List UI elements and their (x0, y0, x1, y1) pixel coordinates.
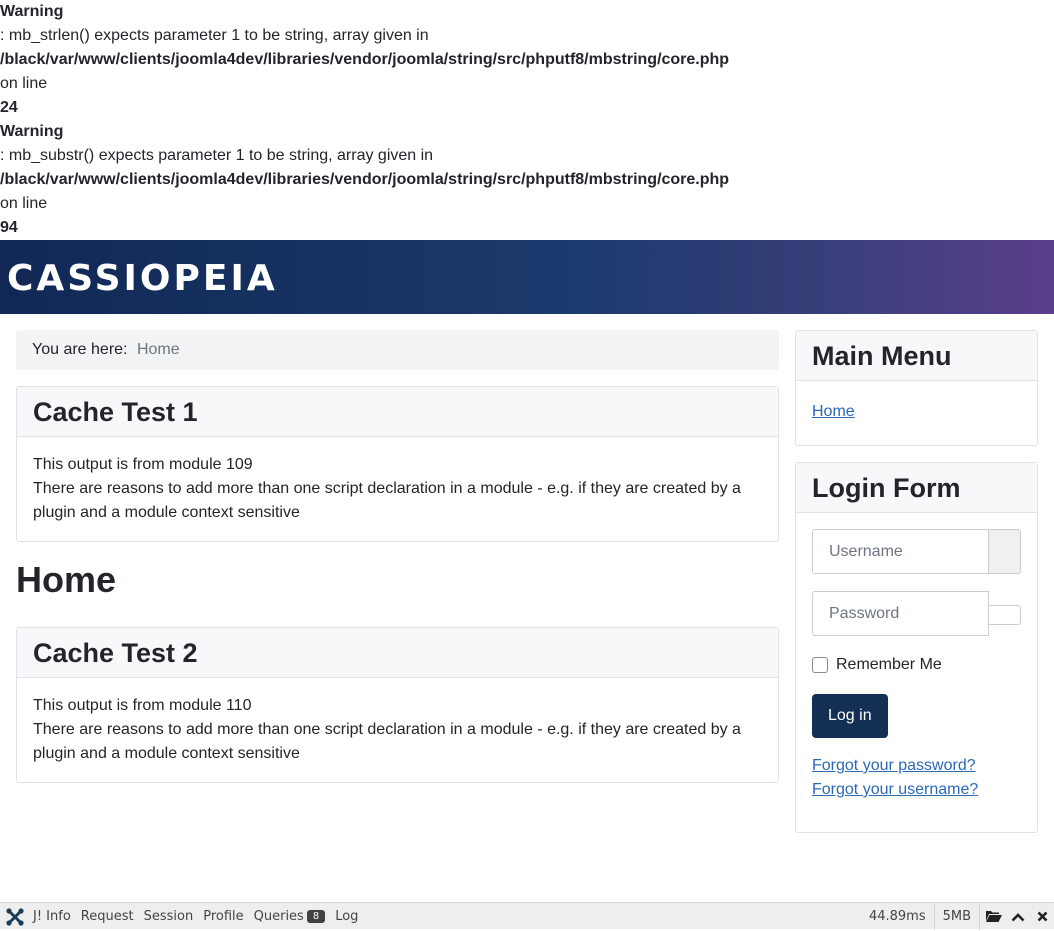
warning-online: on line (0, 195, 48, 212)
warning-file: /black/var/www/clients/joomla4dev/libraries/vendor/joomla/string/src/phputf8/mbstring/core.php (0, 171, 730, 188)
password-group (812, 591, 1021, 636)
module-title: Cache Test 1 (17, 387, 778, 437)
warning-online: on line (0, 75, 48, 92)
password-toggle-button[interactable] (988, 605, 1021, 625)
folder-open-icon[interactable] (982, 903, 1006, 930)
remember-me-label: Remember Me (836, 656, 942, 673)
debug-tab-queries-label: Queries (253, 909, 304, 924)
main-menu-title: Main Menu (796, 331, 1037, 381)
warning-label: Warning (0, 123, 64, 140)
login-form-title: Login Form (796, 463, 1037, 513)
warning-line: 24 (0, 99, 18, 116)
module-output-line: This output is from module 110 (33, 697, 252, 714)
php-warnings (0, 0, 1054, 240)
debug-tab-profile[interactable]: Profile (203, 909, 244, 924)
warning-line: 94 (0, 219, 18, 236)
username-input[interactable] (812, 529, 989, 574)
login-form-card (795, 462, 1038, 833)
module-title: Cache Test 2 (17, 628, 778, 678)
username-group (812, 529, 1021, 574)
joomla-logo-icon[interactable] (5, 907, 25, 927)
breadcrumb (16, 330, 779, 370)
warning-file: /black/var/www/clients/joomla4dev/libraries/vendor/joomla/string/src/phputf8/mbstring/core.php (0, 51, 730, 68)
breadcrumb-prefix: You are here: (32, 341, 128, 358)
forgot-username-link[interactable]: Forgot your username? (812, 781, 979, 798)
module-output-line: This output is from module 109 (33, 456, 253, 473)
debug-tab-request[interactable]: Request (80, 909, 134, 924)
debug-tab-queries[interactable] (249, 903, 331, 930)
remember-me-checkbox[interactable] (812, 657, 828, 673)
page-title: Home (16, 559, 117, 600)
brand-logo[interactable]: CASSIOPEIA (7, 258, 278, 299)
username-addon (988, 529, 1021, 574)
module-description: There are reasons to add more than one script declaration in a module - e.g. if they are created by a plugin and a module context sensitive (33, 721, 741, 762)
warning-label: Warning (0, 3, 64, 20)
warning-message: : mb_substr() expects parameter 1 to be string, array given in (0, 147, 434, 164)
warning-message: : mb_strlen() expects parameter 1 to be string, array given in (0, 27, 429, 44)
queries-count-badge: 8 (307, 910, 325, 923)
remember-me-row (812, 653, 1021, 677)
debug-bar (0, 902, 1054, 929)
menu-item-home[interactable]: Home (812, 403, 855, 420)
password-input[interactable] (812, 591, 989, 636)
request-time: 44.89ms (868, 909, 926, 924)
debug-tab-log[interactable]: Log (335, 909, 359, 924)
chevron-up-icon[interactable] (1006, 903, 1030, 930)
module-description: There are reasons to add more than one script declaration in a module - e.g. if they are created by a plugin and a module context sensitive (33, 480, 741, 521)
debug-tab-info[interactable]: J! Info (33, 909, 71, 924)
breadcrumb-current: Home (136, 341, 180, 358)
main-menu-card (795, 330, 1038, 446)
login-button[interactable]: Log in (812, 694, 888, 738)
module-card (16, 627, 779, 783)
module-card (16, 386, 779, 542)
memory-usage: 5MB (934, 903, 979, 930)
close-icon[interactable] (1030, 903, 1054, 930)
site-header (0, 240, 1054, 314)
debug-tab-session[interactable]: Session (143, 909, 194, 924)
forgot-password-link[interactable]: Forgot your password? (812, 757, 976, 774)
